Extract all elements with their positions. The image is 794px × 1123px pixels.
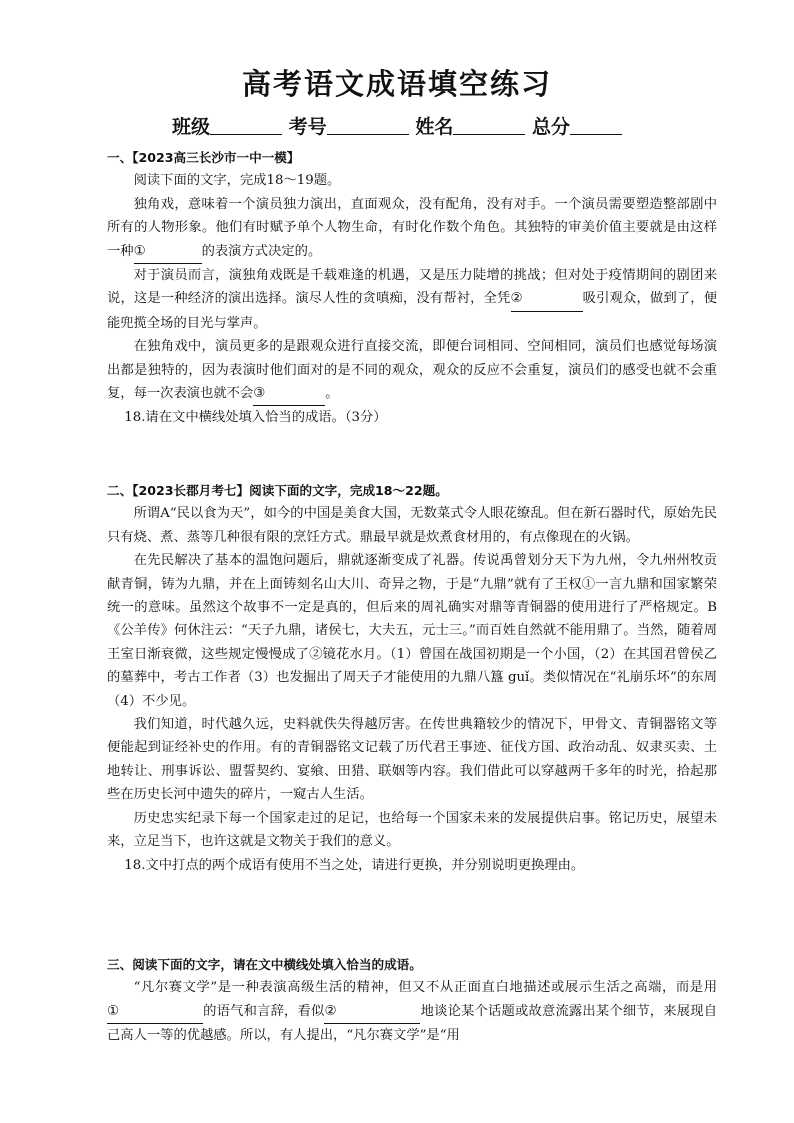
section-3 — [107, 953, 717, 1048]
score-field[interactable] — [570, 116, 622, 135]
number-field[interactable] — [327, 116, 409, 135]
student-info-line — [0, 112, 794, 139]
section-1-paragraph-1: 独角戏，意味着一个演员独力演出，直面观众，没有配角，没有对手。一个演员需要塑造整部剧中所有的人物形象。他们有时赋予单个人物生命，有时化作数个角色。其独特的审美价值主要就是由这样一种① 的表演方式决定的。 — [107, 193, 717, 264]
section-2-question: 18.文中打点的两个成语有使用不当之处，请进行更换，并分别说明更换理由。 — [124, 857, 585, 873]
name-field[interactable] — [453, 116, 525, 135]
section-1-heading: 一、【2023高三长沙市一中一模】 — [107, 150, 300, 165]
blank-2[interactable]: ② — [511, 287, 583, 311]
section-2-paragraph-3: 我们知道，时代越久远，史料就佚失得越厉害。在传世典籍较少的情况下，甲骨文、青铜器铭文等便能起到证经补史的作用。有的青铜器铭文记载了历代君王事迹、征伐方国、政治动乱、奴隶买卖、土地转让、刑事诉讼、盟誓契约、宴飨、田猎、联姻等内容。我们借此可以穿越两千多年的时光，拾起那些在历史长河中遗失的碎片，一窥古人生活。 — [107, 717, 717, 803]
number-label: 考号 — [288, 116, 327, 138]
section-2-heading: 二、【2023长郡月考七】阅读下面的文字，完成18～22题。 — [107, 483, 448, 498]
section-2-paragraph-1: 所谓A“民以食为天”，如今的中国是美食大国，无数菜式令人眼花缭乱。但在新石器时代，原始先民只有烧、煮、蒸等几种很有限的烹饪方式。鼎最早就是炊煮食材用的，有点像现在的火锅。 — [107, 506, 717, 545]
section-1-question: 18.请在文中横线处填入恰当的成语。（3分） — [124, 410, 387, 426]
blank-s3-2[interactable]: ② — [324, 1000, 420, 1024]
class-label: 班级 — [172, 116, 211, 138]
section-1-intro: 阅读下面的文字，完成18～19题。 — [133, 173, 341, 189]
section-2-paragraph-2: 在先民解决了基本的温饱问题后，鼎就逐渐变成了礼器。传说禹曾划分天下为九州，令九州州牧贡献青铜，铸为九鼎，并在上面铸刻名山大川、奇异之物，于是“九鼎”就有了王权①一言九鼎和国家繁荣统一的意味。虽然这个故事不一定是真的，但后来的周礼确实对鼎等青铜器的使用进行了严格规定。B《公羊传》何休注云：“天子九鼎，诸侯七，大夫五，元士三。”而百姓自然就不能用鼎了。当然，随着周王室日渐衰微，这些规定慢慢成了②镜花水月。（1）曾国在战国初期是一个小国，（2）在其国君曾侯乙的墓葬中，考古工作者（3）也发掘出了周天子才能使用的九鼎八簋 guǐ。类似情况在“礼崩乐坏”的东周（4）不少见。 — [107, 553, 717, 709]
blank-s3-1[interactable]: ① — [107, 1000, 203, 1024]
section-2-paragraph-4: 历史忠实纪录下每一个国家走过的足记，也给每一个国家未来的发展提供启事。铭记历史，展望未来，立足当下，也许这就是文物关于我们的意义。 — [107, 810, 717, 850]
page-title: 高考语文成语填空练习 — [241, 67, 552, 101]
name-label: 姓名 — [415, 116, 454, 138]
section-2 — [107, 479, 717, 877]
section-3-heading: 三、阅读下面的文字，请在文中横线处填入恰当的成语。 — [107, 957, 422, 972]
section-1-paragraph-3: 在独角戏中，演员更多的是跟观众进行直接交流，即便台词相同、空间相同，演员们也感觉每场演出都是独特的，因为表演时他们面对的是不同的观众，观众的反应不会重复，演员们的感受也就不会重复，每一次表演也就不会③ 。 — [107, 335, 717, 406]
section-1-paragraph-2: 对于演员而言，演独角戏既是千载难逢的机遇，又是压力陡增的挑战；但对处于疫情期间的剧团来说，这是一种经济的演出选择。演尽人性的贪嗔痴，没有帮衬，全凭② 吸引观众，做到了，便能兜揽全场的目光与掌声。 — [107, 268, 717, 331]
blank-1[interactable]: ① — [134, 240, 202, 264]
class-field[interactable] — [210, 116, 282, 135]
score-label: 总分 — [531, 116, 570, 138]
section-3-paragraph-1: “凡尔赛文学”是一种表演高级生活的精神，但又不从正面直白地描述或展示生活之高端，而是用① 的语气和言辞，看似② 地谈论某个话题或故意流露出某个细节，来展现自己高人一等的优越感。所以，有人提出，“凡尔赛文学”是“用 — [107, 980, 718, 1044]
section-1 — [107, 146, 717, 430]
blank-3[interactable]: ③ — [253, 382, 325, 406]
